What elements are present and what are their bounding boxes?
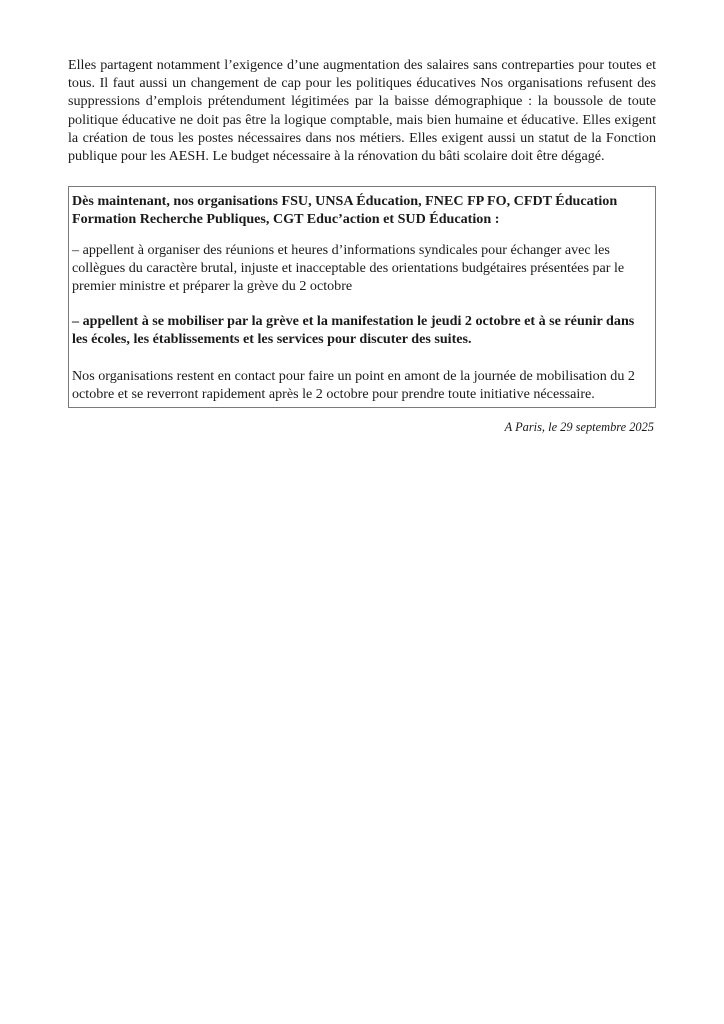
intro-paragraph: Elles partagent notamment l’exigence d’une augmentation des salaires sans contreparties pour toutes et tous. Il faut aussi un changement de cap pour les politiques éducatives Nos organisations refusent des suppressions d’emplois prétendument légitimées par la baisse démographique : la boussole de toute politique éducative ne doit pas être la logique comptable, mais bien humaine et éducative. Elles exigent la création de tous les postes nécessaires dans nos métiers. Elles exigent aussi un statut de la Fonction publique pour les AESH. Le budget nécessaire à la rénovation du bâti scolaire doit être dégagé. [68,57,656,165]
document-page [68,56,656,435]
closing-paragraph: Nos organisations restent en contact pour faire un point en amont de la journée de mobilisation du 2 octobre et se reverront rapidement après le 2 octobre pour prendre toute initiative nécessaire. [72,367,635,402]
call-to-action-box [68,186,656,408]
signature-date: A Paris, le 29 septembre 2025 [504,420,654,435]
box-heading: Dès maintenant, nos organisations FSU, UNSA Éducation, FNEC FP FO, CFDT Éducation Formation Recherche Publiques, CGT Educ’action et SUD Éducation : [72,193,618,228]
appeal-item-meetings: – appellent à organiser des réunions et heures d’informations syndicales pour échanger avec les collègues du caractère brutal, injuste et inacceptable des orientations budgétaires présentées par le premier ministre et préparer la grève du 2 octobre [72,241,625,295]
appeal-item-strike: – appellent à se mobiliser par la grève et la manifestation le jeudi 2 octobre et à se réunir dans les écoles, les établissements et les services pour discuter des suites. [72,313,635,348]
